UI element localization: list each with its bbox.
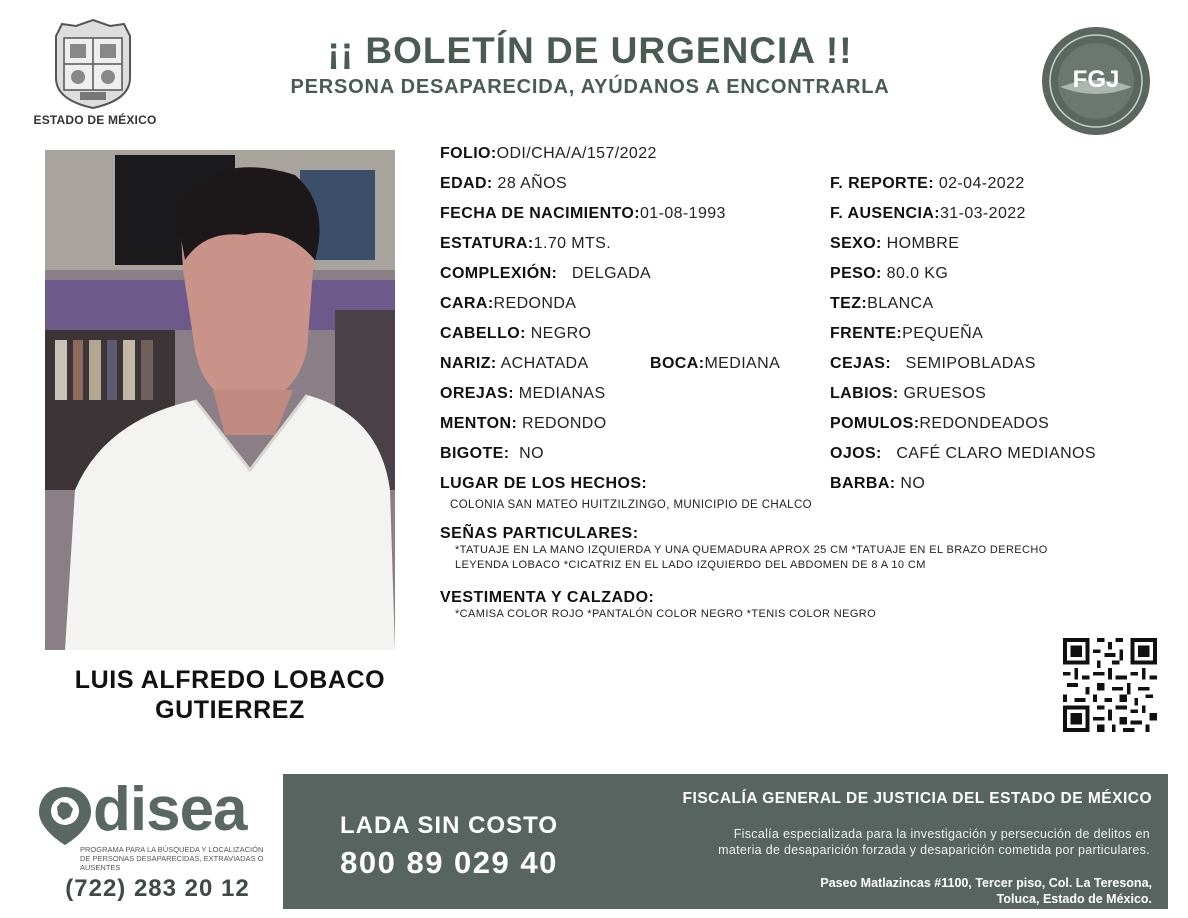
fgj-seal-icon [1040,25,1152,137]
fiscalia-address-line2: Toluca, Estado de México. [996,892,1152,906]
f-ausencia-field [830,205,1026,223]
f-reporte-label: F. REPORTE: [830,175,934,192]
estatura-label: ESTATURA: [440,235,534,252]
lugar-hechos-label: LUGAR DE LOS HECHOS: [440,475,648,492]
frente-value: PEQUEÑA [902,325,984,342]
ojos-value: CAFÉ CLARO MEDIANOS [896,445,1096,462]
nariz-value: ACHATADA [500,355,589,372]
pomulos-label: POMULOS: [830,415,920,432]
cabello-value: NEGRO [530,325,592,342]
fecha-nacimiento-label: FECHA DE NACIMIENTO: [440,205,640,222]
nariz-field [440,355,589,373]
cara-label: CARA: [440,295,494,312]
senas-particulares-label: SEÑAS PARTICULARES: [440,525,639,542]
boca-label: BOCA: [650,355,705,372]
barba-value: NO [900,475,926,492]
odisea-logo [35,775,270,847]
edad-field [440,175,567,193]
boca-field [650,355,780,373]
tez-field [830,295,934,313]
lugar-hechos-field [440,475,647,493]
pomulos-field [830,415,1049,433]
qr-code-icon[interactable] [1063,638,1157,732]
senas-line1: *TATUAJE EN LA MANO IZQUIERDA Y UNA QUEMADURA APROX 25 CM *TATUAJE EN EL BRAZO DERECHO [455,544,1048,556]
odisea-caption: PROGRAMA PARA LA BÚSQUEDA Y LOCALIZACIÓN DE PERSONAS DESAPARECIDAS, EXTRAVIADAS O AUSENTES [80,845,264,872]
person-name-line1: LUIS ALFREDO LOBACO [74,666,386,694]
vestimenta-label: VESTIMENTA Y CALZADO: [440,589,655,606]
bulletin-subtitle: PERSONA DESAPARECIDA, AYÚDANOS A ENCONTRARLA [290,76,890,98]
bigote-value: NO [519,445,544,462]
labios-field [830,385,986,403]
sexo-field [830,235,959,253]
bulletin-title: ¡¡ BOLETÍN DE URGENCIA !! [327,30,853,71]
menton-field [440,415,607,433]
labios-label: LABIOS: [830,385,899,402]
cejas-field [830,355,1036,373]
fiscalia-address-line1: Paseo Matlazincas #1100, Tercer piso, Col. La Teresona, [820,876,1152,890]
estatura-field [440,235,611,253]
f-ausencia-value: 31-03-2022 [940,205,1026,222]
fiscalia-address [600,875,1152,907]
cabello-label: CABELLO: [440,325,526,342]
fgj-logo-text: FGJ [1072,66,1120,93]
barba-field [830,475,925,493]
orejas-field [440,385,606,403]
senas-line2: LEYENDA LOBACO *CICATRIZ EN EL LADO IZQUIERDO DEL ABDOMEN DE 8 A 10 CM [455,559,926,571]
tez-label: TEZ: [830,295,868,312]
frente-label: FRENTE: [830,325,903,342]
peso-field [830,265,948,283]
fecha-nacimiento-value: 01-08-1993 [640,205,726,222]
edad-label: EDAD: [440,175,493,192]
lada-sin-costo-number[interactable]: 800 89 029 40 [340,845,558,880]
folio-label: FOLIO: [440,145,497,162]
labios-value: GRUESOS [903,385,987,402]
peso-value: 80.0 KG [886,265,949,282]
estado-de-mexico-label: ESTADO DE MÉXICO [33,113,157,127]
odisea-phone[interactable]: (722) 283 20 12 [65,875,250,902]
lugar-hechos-value: COLONIA SAN MATEO HUITZILZINGO, MUNICIPIO DE CHALCO [450,499,813,511]
complexion-value: DELGADA [571,265,652,282]
cara-value: REDONDA [493,295,577,312]
cabello-field [440,325,591,343]
missing-person-photo [45,150,395,650]
sexo-value: HOMBRE [886,235,960,252]
orejas-value: MEDIANAS [518,385,606,402]
fecha-nacimiento-field [440,205,726,223]
estado-de-mexico-coat-of-arms-icon [50,18,136,110]
pomulos-value: REDONDEADOS [919,415,1050,432]
edad-value: 28 AÑOS [497,175,568,192]
nariz-label: NARIZ: [440,355,497,372]
f-reporte-field [830,175,1025,193]
f-reporte-value: 02-04-2022 [938,175,1025,192]
barba-label: BARBA: [830,475,896,492]
f-ausencia-label: F. AUSENCIA: [830,205,940,222]
person-name-line2: GUTIERREZ [155,696,305,724]
menton-value: REDONDO [522,415,607,432]
person-name [40,665,420,725]
folio-field [440,145,657,163]
fiscalia-description [600,826,1150,858]
complexion-label: COMPLEXIÓN: [440,265,558,282]
menton-label: MENTON: [440,415,518,432]
bigote-field [440,445,544,463]
fiscalia-description-line2: materia de desaparición forzada y desaparición cometida por particulares. [718,843,1150,857]
frente-field [830,325,983,343]
ojos-field [830,445,1096,463]
cejas-label: CEJAS: [830,355,892,372]
complexion-field [440,265,651,283]
vestimenta-value: *CAMISA COLOR ROJO *PANTALÓN COLOR NEGRO *TENIS COLOR NEGRO [455,608,877,620]
odisea-pin-icon [35,785,95,847]
peso-label: PESO: [830,265,882,282]
lada-sin-costo-label: LADA SIN COSTO [339,812,558,839]
sexo-label: SEXO: [830,235,882,252]
folio-value: ODI/CHA/A/157/2022 [496,145,657,162]
fiscalia-title: FISCALÍA GENERAL DE JUSTICIA DEL ESTADO DE MÉXICO [682,790,1152,807]
odisea-wordmark: disea [93,775,247,844]
boca-value: MEDIANA [704,355,781,372]
estatura-value: 1.70 MTS. [533,235,612,252]
bigote-label: BIGOTE: [440,445,510,462]
ojos-label: OJOS: [830,445,882,462]
cara-field [440,295,576,313]
tez-value: BLANCA [867,295,934,312]
fiscalia-description-line1: Fiscalía especializada para la investigación y persecución de delitos en [733,827,1150,841]
orejas-label: OREJAS: [440,385,514,402]
cejas-value: SEMIPOBLADAS [905,355,1036,372]
